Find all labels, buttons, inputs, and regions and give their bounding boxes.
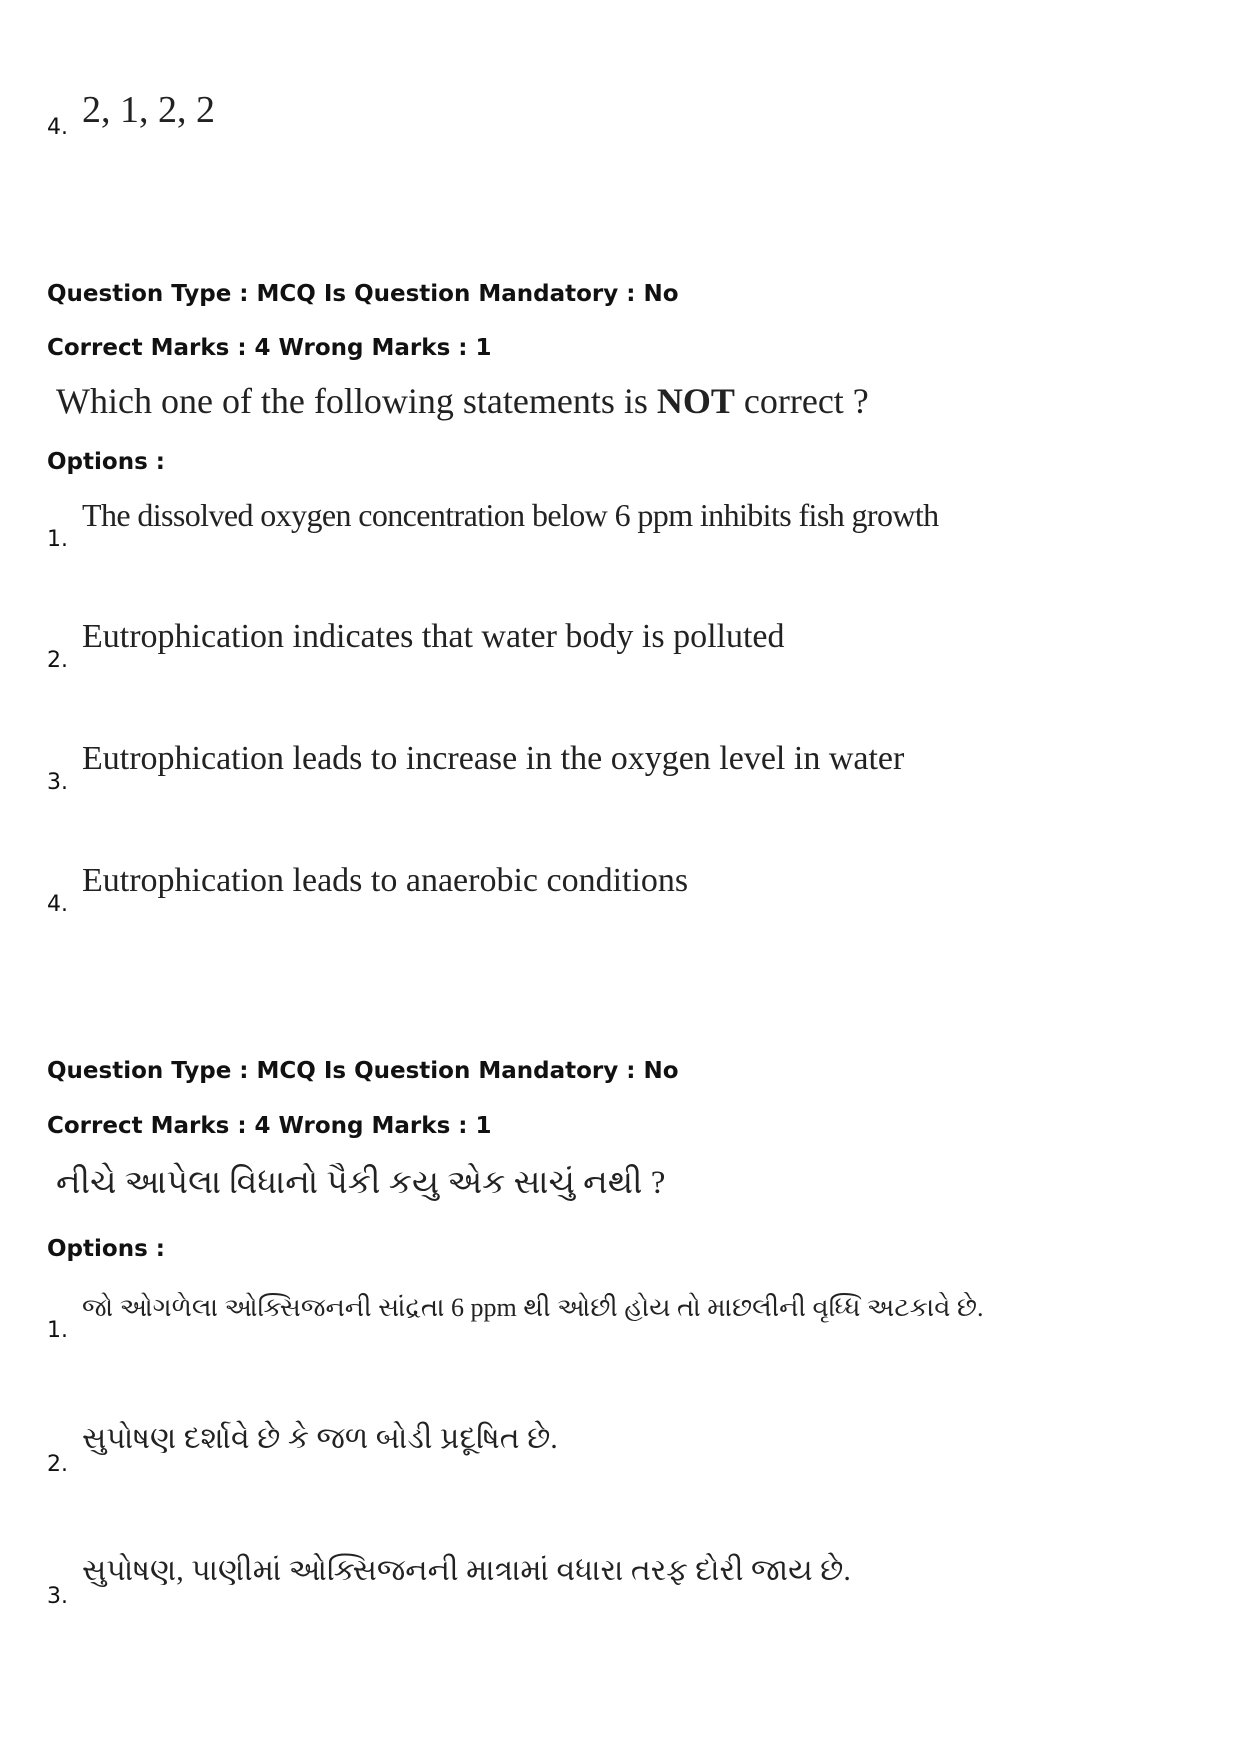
marks-line-gu: Correct Marks : 4 Wrong Marks : 1 [47,1113,492,1139]
marks-line: Correct Marks : 4 Wrong Marks : 1 [47,335,492,361]
option-1-text: The dissolved oxygen concentration below 6 ppm inhibits fish growth [82,497,939,533]
question-stem-emphasis: NOT [656,381,735,421]
option-4-number: 4. [47,892,68,917]
option-3-text-gu: સુપોષણ, પાણીમાં ઓક્સિજનની માત્રામાં વધારા તરફ દોરી જાય છે. [82,1554,851,1587]
option-3-number: 3. [47,770,68,795]
option-2-text: Eutrophication indicates that water body is polluted [82,618,785,655]
option-1-number-gu: 1. [47,1318,68,1343]
prev-option-4-number: 4. [47,115,68,140]
option-1-number: 1. [47,527,68,552]
option-2-number: 2. [47,648,68,673]
question-stem-before: Which one of the following statements is [56,381,657,421]
question-stem [56,380,869,422]
option-2-text-gu: સુપોષણ દર્શાવે છે કે જળ બોડી પ્રદૂષિત છે. [82,1422,558,1455]
option-1-text-gu: જો ઓગળેલા ઓક્સિજનની સાંદ્રતા 6 ppm થી ઓછી હોય તો માછલીની વૃધ્ધિ અટકાવે છે. [82,1293,984,1322]
option-4-text: Eutrophication leads to anaerobic conditions [82,862,689,899]
question-type-line: Question Type : MCQ Is Question Mandatory : No [47,281,679,307]
option-3-number-gu: 3. [47,1584,68,1609]
question-type-line-gu: Question Type : MCQ Is Question Mandatory : No [47,1058,679,1084]
question-stem-gu: નીચે આપેલા વિધાનો પૈકી કયુ એક સાચું નથી ? [56,1165,666,1201]
options-label: Options : [47,449,165,475]
option-2-number-gu: 2. [47,1452,68,1477]
option-3-text: Eutrophication leads to increase in the oxygen level in water [82,740,905,777]
prev-option-4-text: 2, 1, 2, 2 [82,89,215,131]
options-label-gu: Options : [47,1236,165,1262]
question-stem-after: correct ? [734,381,869,421]
